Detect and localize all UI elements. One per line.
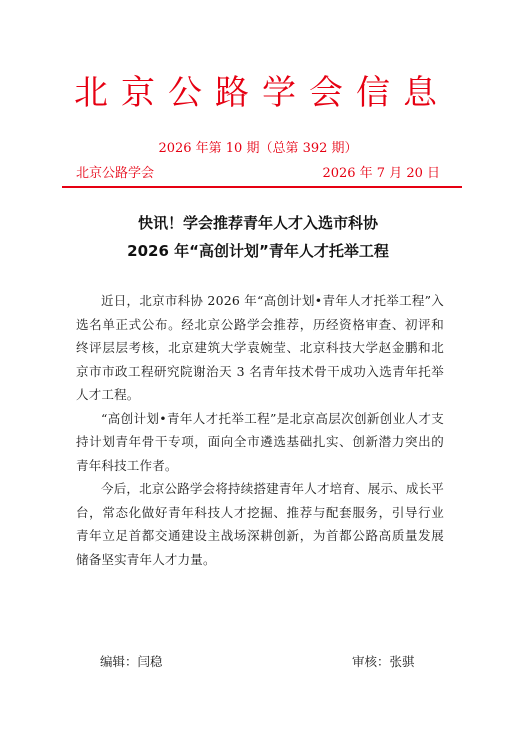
paragraph-3: 今后，北京公路学会将持续搭建青年人才培育、展示、成长平台，常态化做好青年科技人才挖掘、推荐与配套服务，引导行业青年立足首都交通建设主战场深耕创新，为首都公路高质量发展储备坚实青年人才力量。 [76, 481, 444, 567]
headline-line-1: 快讯！学会推荐青年人才入选市科协 [137, 214, 378, 232]
publisher-name: 北京公路学会 [76, 166, 155, 181]
masthead-title: 北京公路学会信息 [74, 73, 450, 113]
article-body [76, 289, 444, 571]
headline-line-2: 2026 年“高创计划”青年人才托举工程 [127, 242, 389, 260]
publisher-date-row [76, 165, 440, 183]
publish-date: 2026 年 7 月 20 日 [322, 166, 440, 181]
red-divider-rule [62, 186, 462, 188]
issue-number: 2026 年第 10 期（总第 392 期） [158, 141, 358, 156]
paragraph-2: “高创计划•青年人才托举工程”是北京高层次创新创业人才支持计划青年骨干专项，面向全市遴选基础扎实、创新潜力突出的青年科技工作者。 [76, 410, 444, 473]
reviewer-signature: 审核：张骐 [352, 654, 415, 669]
editor-signature: 编辑：闫稳 [100, 654, 163, 669]
paragraph-1: 近日，北京市科协 2026 年“高创计划•青年人才托举工程”入选名单正式公布。经北京公路学会推荐，历经资格审查、初评和终评层层考核，北京建筑大学袁婉莹、北京科技大学赵金鹏和北京市市政工程研究院谢治天 3 名青年技术骨干成功入选青年托举人才工程。 [76, 293, 444, 402]
